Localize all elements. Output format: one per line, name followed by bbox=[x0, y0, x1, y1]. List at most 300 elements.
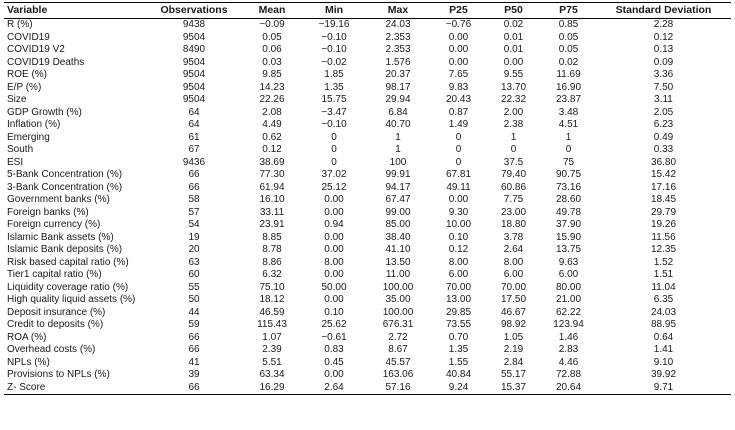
cell-max: 13.50 bbox=[385, 256, 411, 268]
cell-p25: 0 bbox=[455, 144, 462, 155]
cell-min: 0.00 bbox=[324, 269, 344, 280]
cell-p50: 1.05 bbox=[503, 331, 524, 343]
cell-p25: 9.30 bbox=[448, 206, 469, 218]
table-row bbox=[4, 344, 731, 357]
cell-min: −0.10 bbox=[321, 44, 347, 55]
cell-variable: South bbox=[7, 144, 34, 155]
cell-p50: 13.70 bbox=[500, 81, 527, 93]
cell-max: 35.00 bbox=[385, 294, 411, 305]
cell-min: 2.64 bbox=[303, 382, 365, 395]
cell-variable: ROE (%) bbox=[7, 69, 47, 80]
cell-max: 2.72 bbox=[388, 331, 408, 343]
cell-p75: 9.63 bbox=[558, 256, 579, 268]
cell-p50: 17.50 bbox=[500, 294, 527, 305]
cell-max: 100.00 bbox=[382, 281, 414, 293]
cell-p25: −0.76 bbox=[445, 19, 472, 30]
table-row bbox=[4, 382, 731, 395]
cell-mean: 0.06 bbox=[262, 44, 282, 55]
cell-p75: 62.22 bbox=[555, 306, 582, 318]
cell-p75: 1.46 bbox=[558, 331, 579, 343]
cell-variable: R (%) bbox=[7, 19, 33, 30]
cell-min: 0 bbox=[331, 156, 337, 168]
cell-p75: 49.78 bbox=[555, 206, 582, 218]
cell-p75: 0.85 bbox=[558, 19, 579, 30]
cell-max: 99.00 bbox=[385, 206, 411, 218]
cell-mean: 2.39 bbox=[262, 344, 282, 355]
cell-min: 0.00 bbox=[324, 294, 344, 305]
cell-p75: 16.90 bbox=[555, 81, 582, 93]
cell-observations: 9504 bbox=[182, 69, 206, 80]
cell-mean: 77.30 bbox=[259, 169, 285, 180]
cell-standard-deviation: 39.92 bbox=[650, 369, 677, 380]
cell-p75: 80.00 bbox=[555, 281, 582, 293]
cell-mean: 1.07 bbox=[262, 331, 282, 343]
cell-min: 0 bbox=[331, 144, 337, 155]
cell-standard-deviation: 1.51 bbox=[653, 269, 674, 280]
cell-standard-deviation: 6.35 bbox=[653, 294, 674, 305]
cell-observations: 66 bbox=[188, 169, 200, 180]
cell-max: 24.03 bbox=[385, 19, 411, 30]
table-row bbox=[4, 182, 731, 195]
cell-standard-deviation: 17.16 bbox=[650, 181, 677, 193]
table-row bbox=[4, 132, 731, 145]
cell-p75: 28.60 bbox=[555, 194, 582, 205]
table-row bbox=[4, 82, 731, 95]
cell-standard-deviation: 29.79 bbox=[650, 206, 677, 218]
cell-variable: Risk based capital ratio (%) bbox=[7, 256, 129, 268]
cell-max: 676.31 bbox=[382, 319, 414, 330]
cell-standard-deviation: 9.71 bbox=[596, 382, 731, 395]
cell-observations: 9438 bbox=[182, 19, 206, 30]
cell-p25: 67.81 bbox=[445, 169, 472, 180]
cell-variable: 3-Bank Concentration (%) bbox=[7, 181, 123, 193]
cell-observations: 20 bbox=[188, 244, 200, 255]
table-row bbox=[4, 319, 731, 332]
cell-min: 0.83 bbox=[324, 344, 344, 355]
cell-observations: 66 bbox=[188, 181, 200, 193]
cell-standard-deviation: 9.10 bbox=[653, 356, 674, 368]
cell-min: 50.00 bbox=[321, 281, 347, 293]
cell-observations: 60 bbox=[188, 269, 200, 280]
table-row bbox=[4, 269, 731, 282]
cell-min: −0.10 bbox=[321, 31, 347, 43]
cell-p75: 4.46 bbox=[558, 356, 579, 368]
cell-p25: 49.11 bbox=[446, 181, 471, 193]
cell-p75: 123.94 bbox=[553, 319, 584, 330]
cell-p50: 79.40 bbox=[500, 169, 527, 180]
cell-max: 38.40 bbox=[385, 231, 411, 243]
cell-min: −0.02 bbox=[321, 56, 347, 68]
cell-p75: 13.75 bbox=[555, 244, 582, 255]
cell-variable: Credit to deposits (%) bbox=[7, 319, 104, 330]
cell-p75: 2.83 bbox=[558, 344, 579, 355]
cell-p25: 6.00 bbox=[448, 269, 469, 280]
cell-p50: 1 bbox=[510, 131, 517, 143]
cell-mean: −0.09 bbox=[259, 19, 285, 30]
cell-standard-deviation: 7.50 bbox=[653, 81, 674, 93]
cell-observations: 66 bbox=[188, 344, 200, 355]
cell-observations: 19 bbox=[188, 231, 200, 243]
cell-min: 1.35 bbox=[324, 81, 344, 93]
cell-variable: Emerging bbox=[7, 131, 50, 143]
cell-p50: 37.5 bbox=[503, 156, 524, 168]
cell-p25: 10.00 bbox=[445, 219, 472, 230]
cell-p25: 0.10 bbox=[448, 231, 469, 243]
table-row bbox=[4, 357, 731, 370]
cell-observations: 9504 bbox=[182, 94, 206, 105]
table-row bbox=[4, 294, 731, 307]
cell-max: 100.00 bbox=[382, 306, 414, 318]
cell-standard-deviation: 0.13 bbox=[653, 44, 674, 55]
cell-observations: 9504 bbox=[182, 56, 206, 68]
cell-variable: NPLs (%) bbox=[7, 356, 50, 368]
cell-p75: 73.16 bbox=[555, 181, 582, 193]
cell-p50: 2.84 bbox=[503, 356, 524, 368]
table-row bbox=[4, 332, 731, 345]
cell-variable: Overhead costs (%) bbox=[7, 344, 96, 355]
cell-max: 11.00 bbox=[385, 269, 411, 280]
cell-standard-deviation: 1.41 bbox=[653, 344, 674, 355]
cell-p75: 21.00 bbox=[555, 294, 582, 305]
cell-mean: 14.23 bbox=[259, 81, 285, 93]
cell-p50: 23.00 bbox=[500, 206, 527, 218]
cell-max: 40.70 bbox=[385, 119, 411, 130]
cell-p25: 73.55 bbox=[445, 319, 472, 330]
cell-p25: 0.87 bbox=[448, 106, 469, 118]
cell-mean: 0.05 bbox=[262, 31, 282, 43]
cell-standard-deviation: 0.33 bbox=[653, 144, 674, 155]
table-header bbox=[4, 3, 731, 19]
cell-mean: 75.10 bbox=[259, 281, 285, 293]
cell-min: 0.00 bbox=[324, 206, 344, 218]
header-p75: P75 bbox=[541, 3, 596, 19]
cell-mean: 18.12 bbox=[259, 294, 285, 305]
table-row bbox=[4, 282, 731, 295]
cell-mean: 46.59 bbox=[259, 306, 285, 318]
cell-standard-deviation: 2.05 bbox=[653, 106, 674, 118]
cell-p50: 6.00 bbox=[503, 269, 524, 280]
cell-variable: Government banks (%) bbox=[7, 194, 110, 205]
cell-mean: 9.85 bbox=[262, 69, 282, 80]
cell-variable: Islamic Bank assets (%) bbox=[7, 231, 114, 243]
cell-max: 2.353 bbox=[385, 44, 411, 55]
cell-p75: 23.87 bbox=[555, 94, 582, 105]
cell-observations: 61 bbox=[188, 131, 200, 143]
cell-p50: 2.19 bbox=[503, 344, 524, 355]
cell-mean: 63.34 bbox=[259, 369, 285, 380]
cell-variable: Provisions to NPLs (%) bbox=[7, 369, 110, 380]
cell-mean: 115.43 bbox=[257, 319, 287, 330]
cell-p50: 7.75 bbox=[503, 194, 524, 205]
cell-p50: 2.38 bbox=[503, 119, 524, 130]
cell-min: 0.00 bbox=[324, 244, 344, 255]
cell-p50: 15.37 bbox=[486, 382, 541, 395]
cell-observations: 64 bbox=[188, 119, 200, 130]
header-observations: Observations bbox=[147, 3, 241, 19]
header-p25: P25 bbox=[431, 3, 486, 19]
table-row bbox=[4, 119, 731, 132]
cell-p50: 8.00 bbox=[503, 256, 524, 268]
cell-max: 100 bbox=[389, 156, 407, 168]
cell-standard-deviation: 0.12 bbox=[653, 31, 674, 43]
table-row bbox=[4, 194, 731, 207]
table-row bbox=[4, 232, 731, 245]
cell-variable: COVID19 Deaths bbox=[7, 56, 85, 68]
cell-min: −0.10 bbox=[321, 119, 347, 130]
cell-standard-deviation: 3.36 bbox=[653, 69, 674, 80]
header-max: Max bbox=[365, 3, 431, 19]
cell-min: −3.47 bbox=[321, 106, 347, 118]
cell-mean: 61.94 bbox=[259, 181, 285, 193]
cell-min: 37.02 bbox=[321, 169, 347, 180]
table-row bbox=[4, 69, 731, 82]
cell-max: 163.06 bbox=[382, 369, 414, 380]
cell-p25: 0.00 bbox=[448, 31, 469, 43]
cell-standard-deviation: 3.11 bbox=[654, 94, 673, 105]
cell-observations: 57 bbox=[188, 206, 200, 218]
cell-p75: 3.48 bbox=[558, 106, 579, 118]
cell-standard-deviation: 36.80 bbox=[650, 156, 677, 168]
cell-min: −19.16 bbox=[318, 19, 350, 30]
cell-min: 0.00 bbox=[324, 231, 344, 243]
cell-observations: 44 bbox=[188, 306, 200, 318]
cell-p25: 70.00 bbox=[445, 281, 472, 293]
cell-observations: 63 bbox=[188, 256, 200, 268]
cell-variable: E/P (%) bbox=[7, 81, 42, 93]
cell-p50: 18.80 bbox=[500, 219, 527, 230]
table-row bbox=[4, 144, 731, 157]
cell-mean: 5.51 bbox=[262, 356, 282, 368]
header-row bbox=[4, 3, 731, 19]
cell-variable: Size bbox=[7, 94, 27, 105]
cell-variable: High quality liquid assets (%) bbox=[7, 294, 136, 305]
table-row bbox=[4, 94, 731, 107]
cell-max: 1 bbox=[395, 144, 401, 155]
cell-max: 6.84 bbox=[388, 106, 408, 118]
cell-p50: 22.32 bbox=[500, 94, 527, 105]
cell-p50: 60.86 bbox=[500, 181, 527, 193]
cell-observations: 41 bbox=[188, 356, 200, 368]
cell-p75: 20.64 bbox=[541, 382, 596, 395]
cell-p50: 0.01 bbox=[503, 44, 524, 55]
table-row bbox=[4, 32, 731, 45]
cell-mean: 33.11 bbox=[259, 206, 285, 218]
cell-min: 0.00 bbox=[324, 194, 344, 205]
cell-p75: 37.90 bbox=[555, 219, 582, 230]
cell-observations: 64 bbox=[188, 106, 200, 118]
cell-p25: 7.65 bbox=[448, 69, 469, 80]
cell-p50: 0 bbox=[510, 144, 517, 155]
cell-p25: 1.55 bbox=[448, 356, 469, 368]
cell-standard-deviation: 0.09 bbox=[653, 56, 674, 68]
cell-variable: Foreign currency (%) bbox=[7, 219, 101, 230]
cell-standard-deviation: 6.23 bbox=[653, 119, 674, 130]
cell-p50: 2.00 bbox=[503, 106, 524, 118]
cell-mean: 6.32 bbox=[262, 269, 282, 280]
cell-p75: 0 bbox=[565, 144, 572, 155]
cell-variable: 5-Bank Concentration (%) bbox=[7, 169, 123, 180]
cell-standard-deviation: 18.45 bbox=[650, 194, 677, 205]
cell-p25: 1.49 bbox=[448, 119, 469, 130]
cell-p50: 2.64 bbox=[503, 244, 524, 255]
cell-p25: 0 bbox=[455, 156, 462, 168]
cell-min: 15.75 bbox=[321, 94, 347, 105]
cell-p50: 0.00 bbox=[503, 56, 524, 68]
cell-variable: COVID19 V2 bbox=[7, 44, 65, 55]
cell-min: 0 bbox=[331, 131, 337, 143]
cell-p25: 0 bbox=[455, 131, 462, 143]
table-row bbox=[4, 57, 731, 70]
cell-mean: 16.10 bbox=[259, 194, 285, 205]
cell-p25: 13.00 bbox=[445, 294, 472, 305]
cell-observations: 50 bbox=[188, 294, 200, 305]
table-row bbox=[4, 244, 731, 257]
cell-max: 98.17 bbox=[385, 81, 411, 93]
cell-p75: 72.88 bbox=[555, 369, 582, 380]
cell-min: 0.94 bbox=[324, 219, 344, 230]
cell-p75: 6.00 bbox=[558, 269, 579, 280]
cell-mean: 2.08 bbox=[262, 106, 282, 118]
cell-p25: 1.35 bbox=[448, 344, 469, 355]
cell-min: 0.10 bbox=[324, 306, 344, 318]
cell-p75: 0.02 bbox=[558, 56, 579, 68]
cell-p75: 15.90 bbox=[555, 231, 582, 243]
cell-max: 94.17 bbox=[385, 181, 411, 193]
cell-mean: 16.29 bbox=[241, 382, 303, 395]
table-row bbox=[4, 169, 731, 182]
cell-mean: 8.78 bbox=[262, 244, 282, 255]
cell-standard-deviation: 15.42 bbox=[650, 169, 677, 180]
cell-variable: Inflation (%) bbox=[7, 119, 61, 130]
cell-min: −0.61 bbox=[321, 331, 347, 343]
cell-p50: 0.01 bbox=[503, 31, 524, 43]
cell-mean: 0.03 bbox=[262, 56, 282, 68]
cell-observations: 66 bbox=[188, 331, 200, 343]
cell-observations: 54 bbox=[188, 219, 200, 230]
table-row bbox=[4, 44, 731, 57]
cell-variable: Islamic Bank deposits (%) bbox=[7, 244, 123, 255]
header-min: Min bbox=[303, 3, 365, 19]
cell-standard-deviation: 11.04 bbox=[651, 281, 676, 293]
cell-max: 29.94 bbox=[385, 94, 411, 105]
cell-standard-deviation: 0.49 bbox=[653, 131, 674, 143]
cell-standard-deviation: 11.56 bbox=[651, 231, 676, 243]
cell-max: 99.91 bbox=[385, 169, 411, 180]
header-standard-deviation: Standard Deviation bbox=[596, 3, 731, 19]
cell-variable: Foreign banks (%) bbox=[7, 206, 89, 218]
cell-max: 57.16 bbox=[365, 382, 431, 395]
cell-p25: 0.12 bbox=[448, 244, 469, 255]
cell-standard-deviation: 88.95 bbox=[650, 319, 677, 330]
cell-p75: 1 bbox=[565, 131, 572, 143]
cell-min: 25.62 bbox=[321, 319, 347, 330]
cell-standard-deviation: 19.26 bbox=[650, 219, 677, 230]
cell-mean: 0.62 bbox=[262, 131, 282, 143]
cell-max: 1 bbox=[395, 131, 401, 143]
cell-observations: 39 bbox=[188, 369, 200, 380]
cell-p25: 9.24 bbox=[431, 382, 486, 395]
cell-variable: COVID19 bbox=[7, 31, 50, 43]
cell-mean: 38.69 bbox=[259, 156, 285, 168]
table-row bbox=[4, 19, 731, 32]
cell-p50: 46.67 bbox=[500, 306, 527, 318]
cell-standard-deviation: 12.35 bbox=[650, 244, 677, 255]
cell-p50: 9.55 bbox=[503, 69, 524, 80]
cell-p25: 29.85 bbox=[445, 306, 472, 318]
cell-max: 8.67 bbox=[388, 344, 408, 355]
table-row bbox=[4, 307, 731, 320]
cell-p50: 98.92 bbox=[500, 319, 527, 330]
cell-p25: 40.84 bbox=[445, 369, 472, 380]
cell-min: 25.12 bbox=[321, 181, 347, 193]
cell-max: 85.00 bbox=[385, 219, 411, 230]
cell-p25: 0.00 bbox=[448, 56, 469, 68]
cell-max: 1.576 bbox=[385, 56, 411, 68]
cell-observations: 58 bbox=[188, 194, 200, 205]
cell-mean: 8.85 bbox=[262, 231, 282, 243]
cell-p50: 55.17 bbox=[500, 369, 527, 380]
cell-variable: ESI bbox=[7, 156, 24, 168]
cell-max: 41.10 bbox=[385, 244, 411, 255]
cell-p25: 8.00 bbox=[448, 256, 469, 268]
cell-variable: Z- Score bbox=[4, 382, 147, 395]
cell-observations: 9504 bbox=[182, 81, 206, 93]
cell-p25: 20.43 bbox=[445, 94, 472, 105]
table-row bbox=[4, 207, 731, 220]
cell-observations: 9504 bbox=[182, 31, 206, 43]
cell-mean: 8.86 bbox=[262, 256, 282, 268]
cell-p50: 70.00 bbox=[500, 281, 527, 293]
cell-observations: 55 bbox=[188, 281, 200, 293]
cell-observations: 67 bbox=[188, 144, 200, 155]
cell-p50: 3.78 bbox=[503, 231, 524, 243]
cell-max: 67.47 bbox=[385, 194, 411, 205]
cell-max: 45.57 bbox=[385, 356, 411, 368]
cell-observations: 8490 bbox=[182, 44, 206, 55]
cell-min: 8.00 bbox=[324, 256, 344, 268]
cell-observations: 66 bbox=[147, 382, 241, 395]
cell-mean: 23.91 bbox=[259, 219, 285, 230]
cell-min: 0.45 bbox=[324, 356, 344, 368]
header-mean: Mean bbox=[241, 3, 303, 19]
table-row bbox=[4, 107, 731, 120]
cell-p75: 0.05 bbox=[558, 44, 579, 55]
cell-standard-deviation: 2.28 bbox=[653, 19, 674, 30]
cell-variable: Liquidity coverage ratio (%) bbox=[7, 281, 129, 293]
cell-p50: 0.02 bbox=[503, 19, 524, 30]
cell-variable: Deposit insurance (%) bbox=[7, 306, 106, 318]
cell-observations: 59 bbox=[188, 319, 200, 330]
cell-variable: ROA (%) bbox=[7, 331, 47, 343]
table-body bbox=[4, 19, 731, 395]
cell-max: 2.353 bbox=[385, 31, 411, 43]
table-row bbox=[4, 219, 731, 232]
cell-p75: 75 bbox=[562, 156, 575, 168]
header-p50: P50 bbox=[486, 3, 541, 19]
cell-mean: 22.26 bbox=[259, 94, 285, 105]
descriptive-statistics-table bbox=[4, 2, 731, 395]
cell-max: 20.37 bbox=[385, 69, 411, 80]
table-row bbox=[4, 257, 731, 270]
cell-standard-deviation: 1.52 bbox=[653, 256, 674, 268]
cell-standard-deviation: 24.03 bbox=[650, 306, 677, 318]
cell-variable: GDP Growth (%) bbox=[7, 106, 82, 118]
cell-mean: 4.49 bbox=[262, 119, 282, 130]
cell-p75: 11.69 bbox=[556, 69, 581, 80]
cell-p25: 0.70 bbox=[448, 331, 469, 343]
cell-p75: 4.51 bbox=[558, 119, 579, 130]
cell-min: 0.00 bbox=[324, 369, 344, 380]
